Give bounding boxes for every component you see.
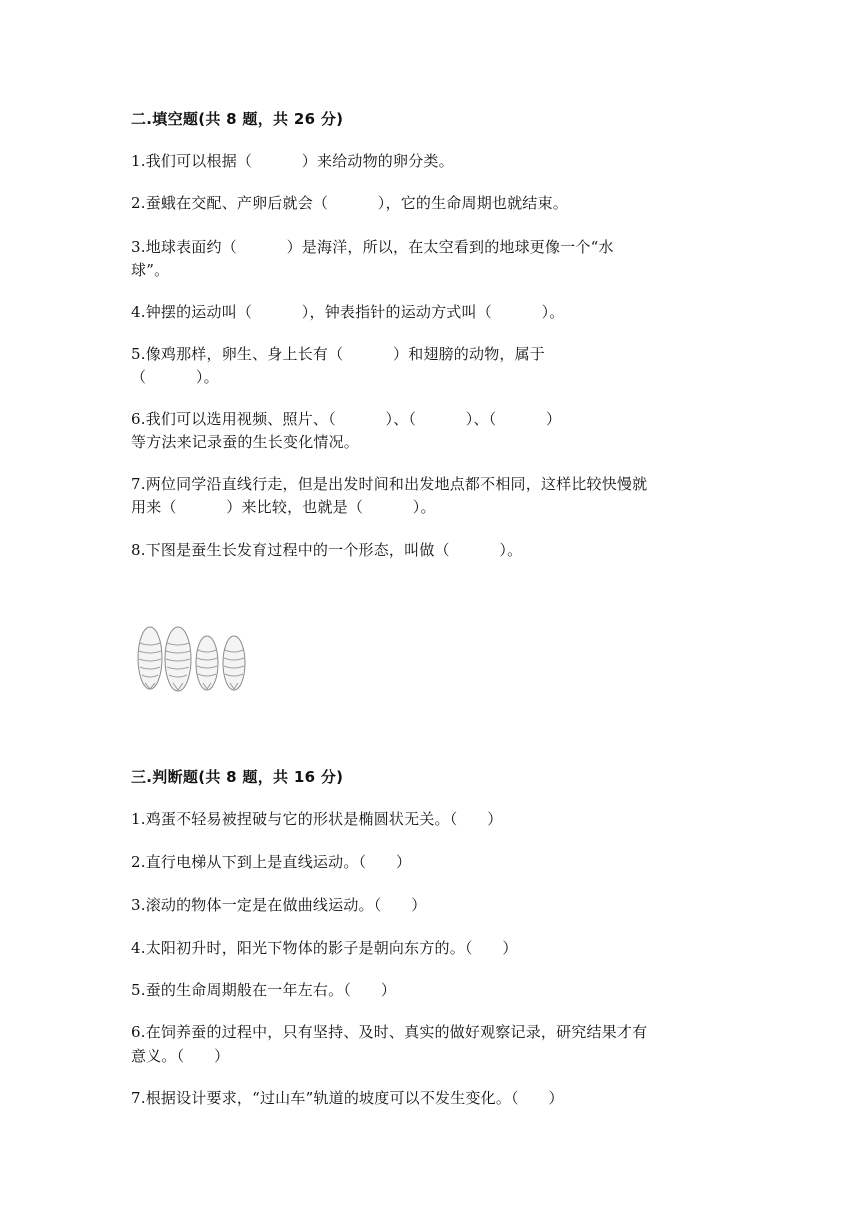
question-2-4-line-1: 4.钟摆的运动叫（ ），钟表指针的运动方式叫（ ）。 (131, 303, 565, 321)
pupa-3-icon (196, 636, 218, 690)
question-2-2-line-1: 2.蚕蛾在交配、产卵后就会（ ），它的生命周期也就结束。 (131, 194, 568, 212)
question-3-2-line-1: 2.直行电梯从下到上是直线运动。（ ） (131, 853, 412, 871)
question-2-6-line-1: 6.我们可以选用视频、照片、（ ）、（ ）、（ ） (131, 410, 562, 428)
question-2-6-line-2: 等方法来记录蚕的生长变化情况。 (131, 433, 360, 451)
question-2-3-line-1: 3.地球表面约（ ）是海洋，所以，在太空看到的地球更像一个“水 (131, 238, 614, 256)
silkworm-pupae-icon (136, 625, 250, 695)
section-heading-true-false: 三.判断题(共 8 题，共 16 分) (131, 768, 344, 786)
section-heading-fill-in: 二.填空题(共 8 题，共 26 分) (131, 110, 344, 128)
question-2-3-line-2: 球”。 (131, 261, 170, 279)
question-2-7-line-1: 7.两位同学沿直线行走，但是出发时间和出发地点都不相同，这样比较快慢就 (131, 475, 648, 493)
question-3-6-line-1: 6.在饲养蚕的过程中，只有坚持、及时、真实的做好观察记录，研究结果才有 (131, 1023, 648, 1041)
question-2-5-line-1: 5.像鸡那样，卵生、身上长有（ ）和翅膀的动物，属于 (131, 345, 545, 363)
question-3-4-line-1: 4.太阳初升时，阳光下物体的影子是朝向东方的。（ ） (131, 939, 518, 957)
question-3-1-line-1: 1.鸡蛋不轻易被捏破与它的形状是椭圆状无关。（ ） (131, 810, 503, 828)
question-3-7-line-1: 7.根据设计要求，“过山车”轨道的坡度可以不发生变化。（ ） (131, 1089, 564, 1107)
pupa-1-icon (138, 627, 162, 689)
question-2-5-line-2: （ ）。 (131, 368, 219, 386)
question-3-6-line-2: 意义。（ ） (131, 1047, 230, 1065)
pupa-4-icon (223, 636, 245, 690)
question-2-1-line-1: 1.我们可以根据（ ）来给动物的卵分类。 (131, 152, 454, 170)
question-3-5-line-1: 5.蚕的生命周期般在一年左右。（ ） (131, 981, 397, 999)
question-2-8-line-1: 8.下图是蚕生长发育过程中的一个形态，叫做（ ）。 (131, 541, 523, 559)
pupa-2-icon (165, 627, 191, 691)
question-2-7-line-2: 用来（ ）来比较，也就是（ ）。 (131, 498, 436, 516)
question-3-3-line-1: 3.滚动的物体一定是在做曲线运动。（ ） (131, 896, 427, 914)
